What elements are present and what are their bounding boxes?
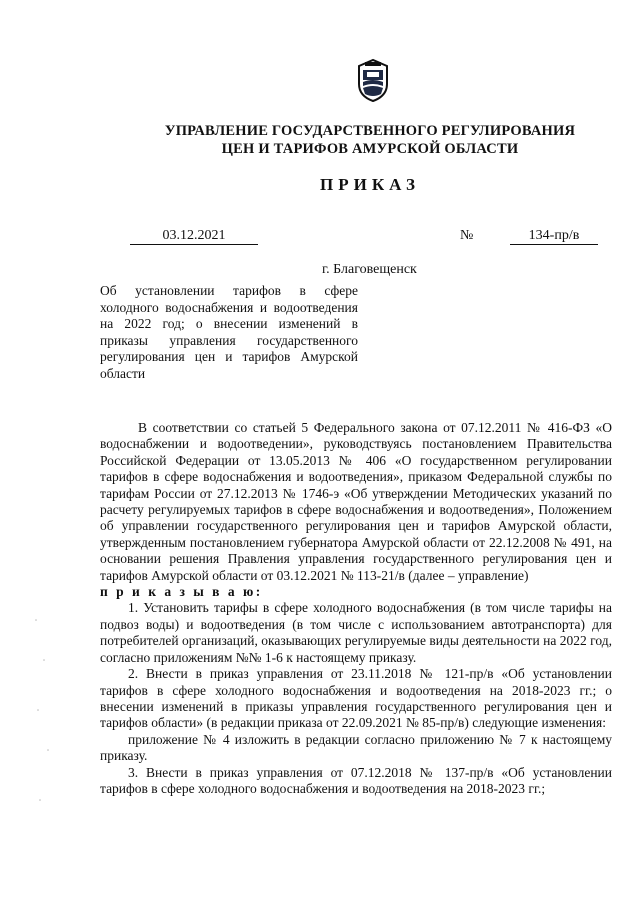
organization-name-line1: УПРАВЛЕНИЕ ГОСУДАРСТВЕННОГО РЕГУЛИРОВАНИЯ [164,123,576,139]
order-number: 134-пр/в [510,228,598,245]
document-type-title: ПРИКАЗ [320,175,420,194]
item-2-paragraph: 2. Внести в приказ управления от 23.11.2018 № 121-пр/в «Об установлении тарифов в сфере холодного водоснабжения и водоотведения на 2018-2023 гг.; о внесении изменений в приказы управления государственного регулирования цен и тарифов области» (в редакции приказа от 22.09.2021 № 85-пр/в) следующие изменения: [100,666,612,731]
item-2-sub-paragraph: приложение № 4 изложить в редакции согласно приложению № 7 к настоящему приказу. [100,731,612,764]
item-1-paragraph: 1. Установить тарифы в сфере холодного водоснабжения (в том числе тарифы на подвоз воды) и водоотведения (в том числе с использованием автотранспорта) для потребителей организаций, оказывающих регулируемые виды деятельности на 2022 год, согласно приложениям №№ 1-6 к настоящему приказу. [100,600,612,665]
order-body [100,420,612,797]
item-3-paragraph: 3. Внести в приказ управления от 07.12.2018 № 137-пр/в «Об установлении тарифов в сфере холодного водоснабжения и водоотведения на 2018-2023 гг.; [100,764,612,796]
order-word: п р и к а з ы в а ю: [100,584,263,600]
organization-name-line2: ЦЕН И ТАРИФОВ АМУРСКОЙ ОБЛАСТИ [221,141,519,157]
order-date: 03.12.2021 [130,228,258,245]
coat-of-arms-icon [355,58,391,102]
number-sign: № [460,228,474,243]
city-name: г. Благовещенск [322,262,417,277]
scan-margin-marks [30,600,60,820]
preamble-paragraph: В соответствии со статьей 5 Федерального закона от 07.12.2011 № 416-ФЗ «О водоснабжении и водоотведении», руководствуясь постановлением Правительства Российской Федерации от 13.05.2013 № 406 «О государственном регулировании тарифов в сфере водоснабжения и водоотведения», приказом Федеральной службы по тарифам России от 27.12.2013 № 1746-э «Об утверждении Методических указаний по расчету регулируемых тарифов в сфере водоснабжения и водоотведения», Положением об управлении государственного регулирования цен и тарифов Амурской области, утвержденным постановлением губернатора Амурской области от 22.12.2008 № 491, на основании решения Правления управления государственного регулирования цен и тарифов Амурской области от 03.12.2021 № 113-21/в (далее – управление) [100,420,612,583]
order-subject: Об установлении тарифов в сфере холодного водоснабжения и водоотведения на 2022 год; о внесении изменений в приказы управления государственного регулирования цен и тарифов Амурской области [100,283,358,381]
